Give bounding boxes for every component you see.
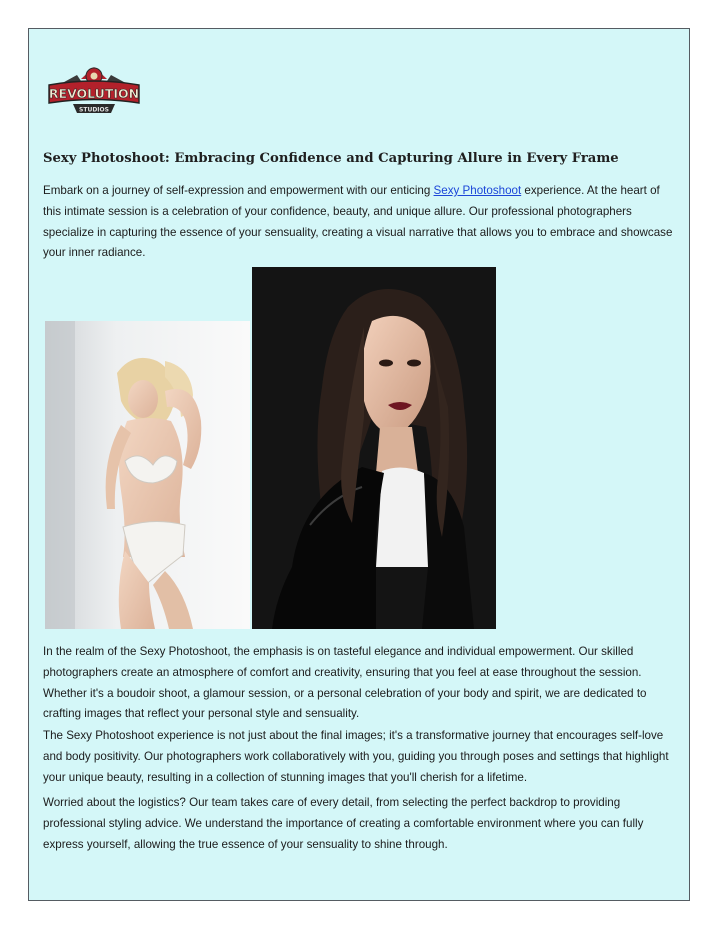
intro-paragraph xyxy=(43,181,675,264)
sexy-photoshoot-link[interactable]: Sexy Photoshoot xyxy=(433,184,522,197)
document-page xyxy=(28,28,690,901)
logo-text: REVOLUTION xyxy=(48,86,140,101)
intro-text-after-link: experience. At the heart of this intimate session is a celebration of your confidence, beauty, and unique allure. Our professional photographers specialize in capturing the essence of your sensuality, creating a visual narrative that allows you to embrace and showcase your inner radiance. xyxy=(43,184,673,260)
brunette-model-portrait xyxy=(252,267,496,629)
paragraph-logistics: Worried about the logistics? Our team takes care of every detail, from selecting the perfect backdrop to providing professional styling advice. We understand the importance of creating a comfortable environment where you can fully express yourself, allowing the true essence of your sensuality to shine through. xyxy=(43,796,644,851)
logo-subtext: STUDIOS xyxy=(79,106,109,114)
intro-text-before-link: Embark on a journey of self-expression and empowerment with our enticing xyxy=(43,184,434,197)
paragraph-empowerment: In the realm of the Sexy Photoshoot, the emphasis is on tasteful elegance and individual empowerment. Our skilled photographers create an atmosphere of comfort and creativity, ensuring that you feel at ease throughout the session. Whether it's a boudoir shoot, a glamour session, or a personal celebration of your body and spirit, we are dedicated to crafting images that reflect your personal style and sensuality. xyxy=(43,645,647,721)
article-title: Sexy Photoshoot: Embracing Confidence and Capturing Allure in Every Frame xyxy=(43,151,619,166)
revolution-studios-logo xyxy=(47,63,141,119)
lingerie-model-photo xyxy=(45,321,250,629)
logo-graphic xyxy=(47,63,141,119)
paragraph-journey: The Sexy Photoshoot experience is not just about the final images; it's a transformative journey that encourages self-love and body positivity. Our photographers work collaboratively with you, guiding you through poses and settings that highlight your unique beauty, resulting in a collection of stunning images that you'll cherish for a lifetime. xyxy=(43,729,669,784)
